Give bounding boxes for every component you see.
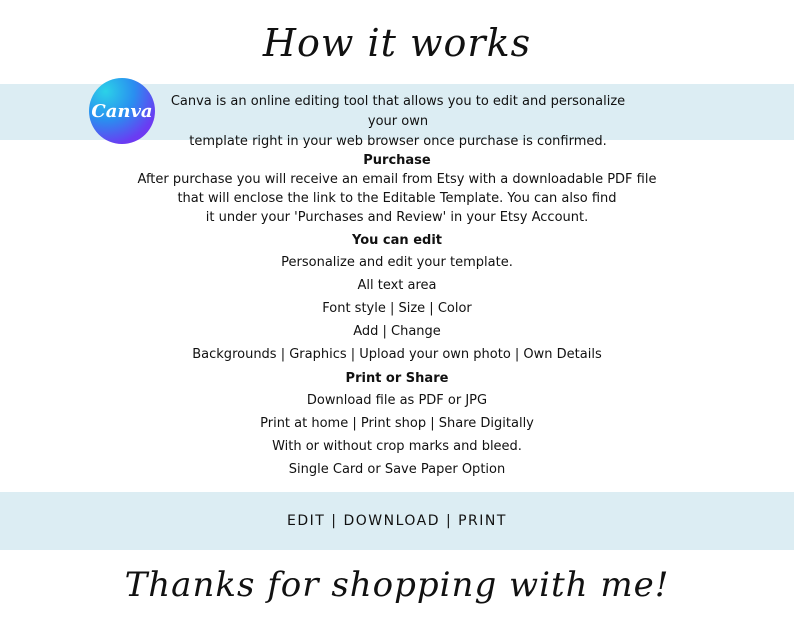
footer-banner [0,492,794,550]
print-section [0,369,794,481]
intro-line-1: Canva is an online editing tool that allows you to edit and personalize your own [170,94,626,129]
edit-heading: You can edit [352,233,442,248]
intro-text [163,92,633,152]
edit-line: All text area [357,278,437,293]
print-heading: Print or Share [345,371,449,386]
edit-line: Backgrounds | Graphics | Upload your own photo | Own Details [192,347,602,362]
print-line: Single Card or Save Paper Option [288,462,506,477]
purchase-line: After purchase you will receive an email from Etsy with a downloadable PDF file [137,172,657,187]
edit-line: Add | Change [353,324,441,339]
print-line: Print at home | Print shop | Share Digitally [260,416,534,431]
thanks-message: Thanks for shopping with me! [124,565,670,605]
footer-banner-text: EDIT | DOWNLOAD | PRINT [287,513,507,529]
print-line: Download file as PDF or JPG [306,393,488,408]
page-title: How it works [262,21,532,65]
intro-line-2: template right in your web browser once purchase is confirmed. [189,134,607,149]
purchase-section [0,151,794,227]
purchase-line: that will enclose the link to the Editable Template. You can also find [177,191,617,206]
purchase-heading: Purchase [363,153,431,168]
print-line: With or without crop marks and bleed. [272,439,522,454]
purchase-line: it under your 'Purchases and Review' in your Etsy Account. [205,210,589,225]
edit-section [0,231,794,366]
edit-line: Personalize and edit your template. [281,255,513,270]
canva-logo [89,78,155,144]
edit-line: Font style | Size | Color [322,301,472,316]
canva-logo-text: Canva [91,100,153,122]
